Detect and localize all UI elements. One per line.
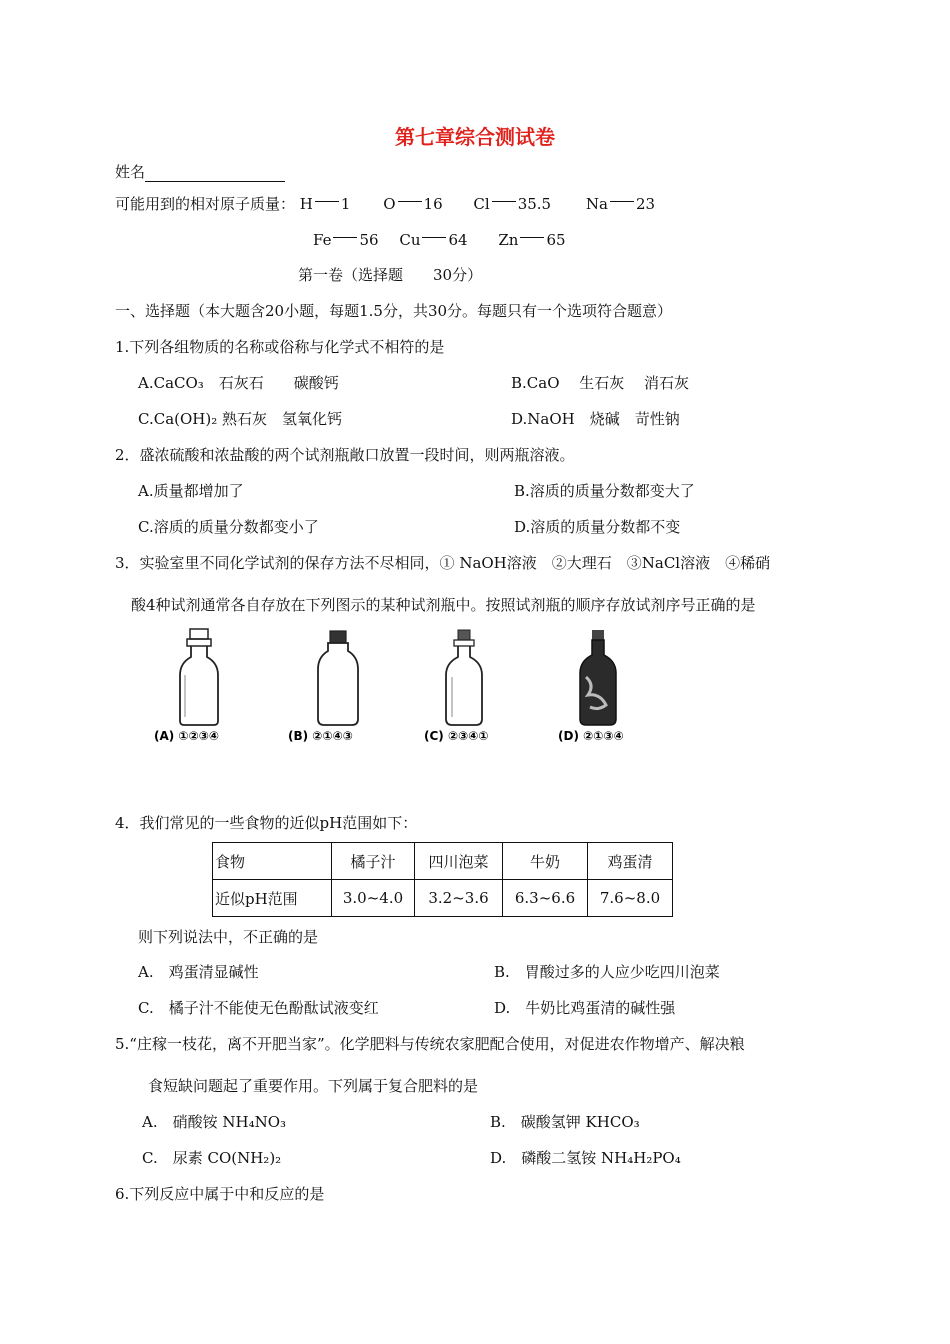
part-heading: 一、选择题（本大题含20小题，每题1.5分，共30分。每题只有一个选项符合题意） [115,302,673,320]
bottle-c-icon [446,630,482,725]
element-symbol: Zn [498,231,519,249]
element-mass: 1 [340,195,351,213]
q1-option-b[interactable]: B.CaO 生石灰 消石灰 [511,374,690,392]
table-header: 四川泡菜 [415,843,503,880]
table-header: 鸡蛋清 [588,843,673,880]
name-label: 姓名 [115,163,146,181]
element-symbol: Cu [399,231,421,249]
q2-option-a[interactable]: A.质量都增加了 [138,482,244,500]
q5-option-b[interactable]: B. 碳酸氢钾 KHCO₃ [490,1113,640,1131]
question-6-stem: 6.下列反应中属于中和反应的是 [115,1185,325,1203]
q2-option-b[interactable]: B.溶质的质量分数都变大了 [514,482,695,500]
table-cell: 7.6~8.0 [588,880,673,917]
q2-option-c[interactable]: C.溶质的质量分数都变小了 [138,518,319,536]
bottle-option-d[interactable]: (D) ②①③④ [558,729,624,743]
table-cell: 3.2~3.6 [415,880,503,917]
question-3-stem-line2: 酸4种试剂通常各自存放在下列图示的某种试剂瓶中。按照试剂瓶的顺序存放试剂序号正确的是 [131,596,756,614]
q2-option-d[interactable]: D.溶质的质量分数都不变 [514,518,681,536]
q5-option-a[interactable]: A. 硝酸铵 NH₄NO₃ [142,1113,287,1131]
element-mass: 35.5 [517,195,552,213]
atomic-mass-row1 [115,194,655,214]
section-heading: 第一卷（选择题 30分） [298,266,483,284]
element-symbol: Fe [313,231,332,249]
name-field [115,162,285,182]
element-symbol: Na [585,195,608,213]
q5-option-d[interactable]: D. 磷酸二氢铵 NH₄H₂PO₄ [490,1149,681,1167]
table-cell: 6.3~6.6 [503,880,588,917]
q1-option-d[interactable]: D.NaOH 烧碱 苛性钠 [511,410,680,428]
bottle-option-b[interactable]: (B) ②①④③ [288,729,353,743]
question-4-substem: 则下列说法中，不正确的是 [138,928,319,946]
question-4-stem: 4．我们常见的一些食物的近似pH范围如下： [115,814,418,832]
element-mass: 65 [546,231,566,249]
bottle-option-c[interactable]: (C) ②③④① [424,729,489,743]
element-symbol: H [299,195,313,213]
name-blank[interactable] [145,165,285,182]
question-1-stem: 1.下列各组物质的名称或俗称与化学式不相符的是 [115,338,445,356]
table-cell: 近似pH范围 [213,880,332,917]
element-mass: 23 [635,195,656,213]
element-mass: 16 [423,195,443,213]
q1-option-c[interactable]: C.Ca(OH)₂ 熟石灰 氢氧化钙 [138,410,342,428]
question-2-stem: 2．盛浓硫酸和浓盐酸的两个试剂瓶敞口放置一段时间，则两瓶溶液。 [115,446,575,464]
table-row [213,880,673,917]
table-header: 橘子汁 [332,843,415,880]
element-symbol: O [383,195,396,213]
bottle-a-icon [180,629,218,725]
bottle-b-icon [318,631,358,725]
reagent-bottles-figure [140,625,670,750]
q4-option-b[interactable]: B. 胃酸过多的人应少吃四川泡菜 [494,963,720,981]
atomic-mass-label: 可能用到的相对原子质量： [115,195,296,213]
q4-option-a[interactable]: A. 鸡蛋清显碱性 [138,963,259,981]
q4-option-d[interactable]: D. 牛奶比鸡蛋清的碱性强 [494,999,676,1017]
element-symbol: Cl [473,195,490,213]
ph-table [212,842,673,917]
q5-option-c[interactable]: C. 尿素 CO(NH₂)₂ [142,1149,282,1167]
atomic-mass-row2 [313,230,566,250]
table-cell: 3.0~4.0 [332,880,415,917]
table-header-row [213,843,673,880]
element-mass: 56 [359,231,379,249]
bottle-option-a[interactable]: (A) ①②③④ [154,729,220,743]
bottle-d-icon [580,630,616,725]
question-3-stem-line1: 3．实验室里不同化学试剂的保存方法不尽相同，① NaOH溶液 ②大理石 ③NaCl溶液 ④稀硝 [115,554,771,572]
page-title: 第七章综合测试卷 [395,125,555,149]
q4-option-c[interactable]: C. 橘子汁不能使无色酚酞试液变红 [138,999,379,1017]
table-header: 食物 [213,843,332,880]
table-header: 牛奶 [503,843,588,880]
element-mass: 64 [448,231,468,249]
question-5-stem-line2: 食短缺问题起了重要作用。下列属于复合肥料的是 [148,1077,479,1095]
q1-option-a[interactable]: A.CaCO₃ 石灰石 碳酸钙 [138,374,339,392]
question-5-stem-line1: 5.“庄稼一枝花，离不开肥当家”。化学肥料与传统农家肥配合使用，对促进农作物增产、解决粮 [115,1035,745,1053]
